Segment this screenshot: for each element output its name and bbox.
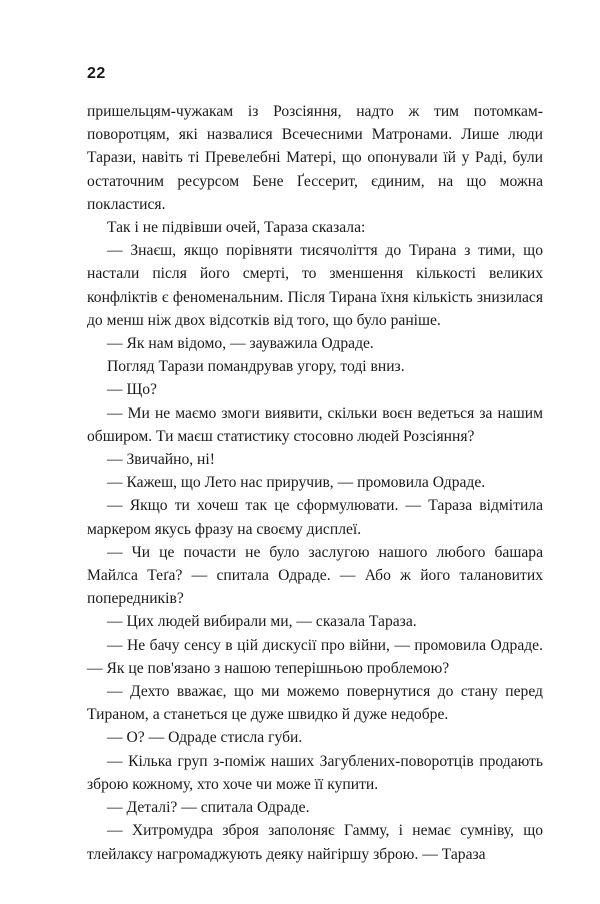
paragraph: — Як нам відомо, — зауважила Одраде. [107, 335, 374, 353]
paragraph: — О? — Одраде стисла губи. [107, 729, 303, 747]
paragraph: — Звичайно, ні! [107, 451, 215, 469]
paragraph: — Деталі? — спитала Одраде. [107, 799, 310, 817]
paragraph: пришельцям-чужакам із Розсіяння, надто ж тим потомкам-поворотцям, які назвалися Всечесними Матронами. Лише люди Тарази, навіть ті Превелебні Матері, що опонували їй у Раді, були остаточним ресурсом Бене Ґессерит, єдиним, на що можна покластися. [87, 103, 543, 213]
paragraph: — Не бачу сенсу в цій дискусії про війни, — промовила Одраде. — Як це пов'язано з нашою теперішньою проблемою? [87, 636, 543, 677]
paragraph: — Ми не маємо змоги виявити, скільки воєн ведеться за нашим обширом. Ти маєш статистику стосовно людей Розсіяння? [87, 404, 543, 445]
paragraph: — Чи це почасти не було заслугою нашого любого башара Майлса Теґа? — спитала Одраде. — Або ж його талановитих попередників? [87, 543, 543, 608]
paragraph: — Що? [107, 381, 157, 399]
paragraph: — Хитромудра зброя заполоняє Гамму, і немає сумніву, що тлейлаксу нагромаджують деяку найгіршу зброю. — Тараза [87, 822, 543, 863]
paragraph: — Кажеш, що Лето нас приручив, — промовила Одраде. [107, 474, 486, 492]
paragraph: — Цих людей вибирали ми, — сказала Тараза. [107, 613, 417, 631]
paragraph: Так і не підвівши очей, Тараза сказала: [107, 219, 366, 237]
body-text [87, 100, 543, 866]
page-number: 22 [87, 65, 106, 82]
paragraph: — Якщо ти хочеш так це сформулювати. — Тараза відмітила маркером якусь фразу на своєму дисплеї. [87, 497, 543, 538]
paragraph: Погляд Тарази помандрував угору, тоді вниз. [107, 358, 405, 376]
paragraph: — Знаєш, якщо порівняти тисячоліття до Тирана з тими, що настали після його смерті, то зменшення кількості великих конфліктів є феноменальним. Після Тирана їхня кількість знизилася до менш ніж двох відсотків від того, що було раніше. [87, 242, 543, 329]
paragraph: — Дехто вважає, що ми можемо повернутися до стану перед Тираном, а станеться це дуже швидко й дуже недобре. [87, 683, 543, 724]
paragraph: — Кілька груп з-поміж наших Загублених-поворотців продають зброю кожному, хто хоче чи може її купити. [87, 752, 543, 793]
